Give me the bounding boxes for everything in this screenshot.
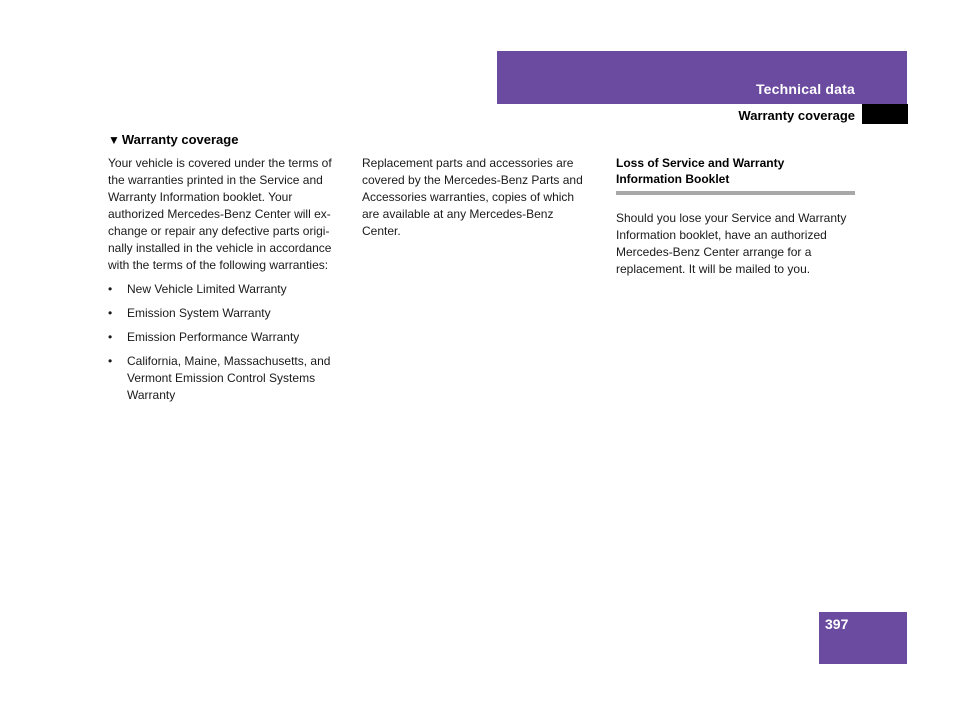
text-line: Center. xyxy=(362,224,401,238)
text-line: the warranties printed in the Service and xyxy=(108,173,323,187)
text-line: Replacement parts and accessories are xyxy=(362,156,574,170)
list-item xyxy=(108,353,348,404)
parts-paragraph xyxy=(362,155,602,240)
page-number: 397 xyxy=(825,616,849,632)
text-line: authorized Mercedes-Benz Center will ex- xyxy=(108,207,331,221)
intro-paragraph xyxy=(108,155,348,274)
text-line: covered by the Mercedes-Benz Parts and xyxy=(362,173,583,187)
text-line: Mercedes-Benz Center arrange for a xyxy=(616,245,812,259)
heading-line: Information Booklet xyxy=(616,172,730,186)
column-lost-booklet xyxy=(616,155,856,278)
list-item-text: Emission System Warranty xyxy=(127,306,271,320)
bullet-icon: • xyxy=(108,306,113,320)
list-item xyxy=(108,281,348,298)
page-number-box xyxy=(819,612,907,664)
text-line: nally installed in the vehicle in accordance xyxy=(108,241,332,255)
column-warranty-intro xyxy=(108,155,348,411)
list-item-text: Vermont Emission Control Systems xyxy=(127,371,316,385)
bullet-icon: • xyxy=(108,282,113,296)
chapter-header-bar xyxy=(497,51,907,104)
section-subtitle: Warranty coverage xyxy=(738,108,855,123)
section-heading-text: Warranty coverage xyxy=(121,132,239,147)
lost-booklet-paragraph xyxy=(616,210,856,278)
text-line: replacement. It will be mailed to you. xyxy=(616,262,811,276)
bullet-icon: • xyxy=(108,354,113,368)
text-line: change or repair any defective parts origi- xyxy=(108,224,330,238)
list-item xyxy=(108,305,348,322)
list-item-text: New Vehicle Limited Warranty xyxy=(127,282,287,296)
chapter-tab-marker xyxy=(862,104,908,124)
list-item-text: Warranty xyxy=(127,388,176,402)
text-line: Warranty Information booklet. Your xyxy=(108,190,293,204)
heading-line: Loss of Service and Warranty xyxy=(616,156,785,170)
text-line: with the terms of the following warranties: xyxy=(108,258,329,272)
list-item xyxy=(108,329,348,346)
triangle-marker-icon: ▼ xyxy=(108,133,120,147)
text-line: Accessories warranties, copies of which xyxy=(362,190,575,204)
list-item-text: California, Maine, Massachusetts, and xyxy=(127,354,331,368)
subsection-heading xyxy=(616,155,855,195)
section-heading xyxy=(108,132,238,147)
text-line: Your vehicle is covered under the terms of xyxy=(108,156,332,170)
chapter-title: Technical data xyxy=(755,81,855,97)
column-parts-warranty xyxy=(362,155,602,240)
text-line: Information booklet, have an authorized xyxy=(616,228,827,242)
bullet-icon: • xyxy=(108,330,113,344)
list-item-text: Emission Performance Warranty xyxy=(127,330,300,344)
text-line: are available at any Mercedes-Benz xyxy=(362,207,554,221)
warranty-list xyxy=(108,281,348,404)
text-line: Should you lose your Service and Warranty xyxy=(616,211,847,225)
